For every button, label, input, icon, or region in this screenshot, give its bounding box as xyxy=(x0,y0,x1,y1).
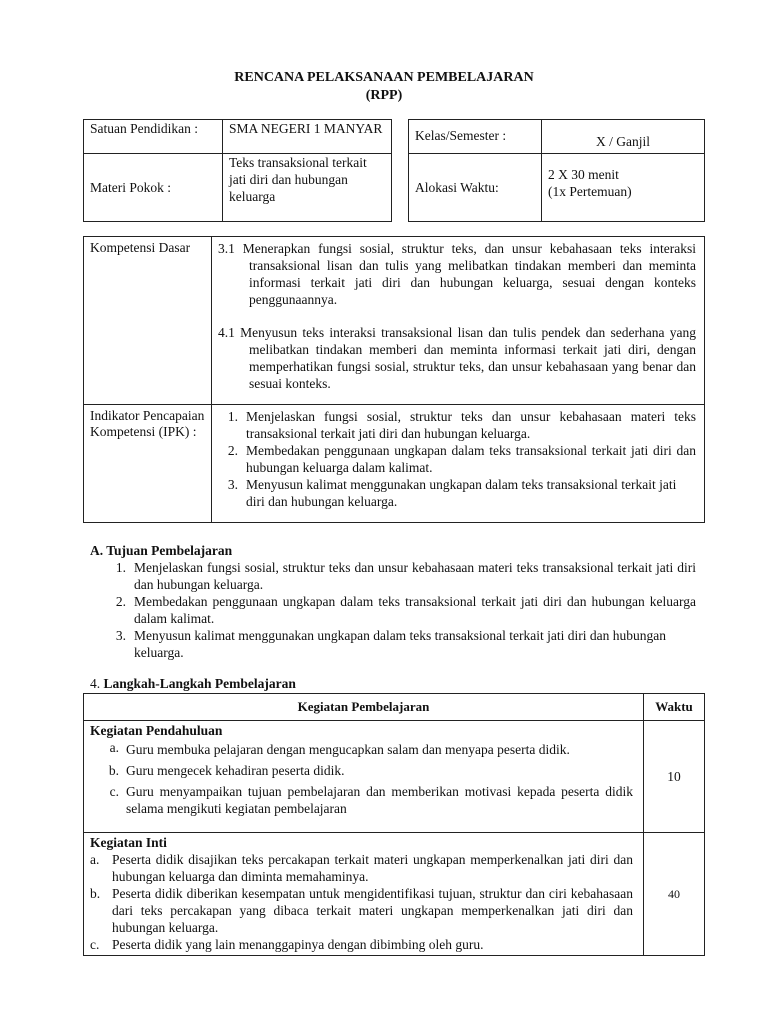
ipk-item: 3. Menyusun kalimat menggunakan ungkapan dalam teks transaksional terkait jati diri dan hubungan keluarga. xyxy=(227,477,677,509)
pendahuluan-cell xyxy=(84,721,644,833)
pendahuluan-item: c. Guru menyampaikan tujuan pembelajaran dan memberikan motivasi kepada peserta didik selama mengikuti kegiatan pembelajaran xyxy=(109,784,633,816)
ipk-label: Indikator Pencapaian Kompetensi (IPK) : xyxy=(84,405,212,523)
ipk-content xyxy=(212,405,705,523)
kd-item: 4.1 Menyusun teks interaksi transaksional lisan dan tulis pendek dan sederhana yang melibatkan tindakan memberi dan meminta informasi terkait jati diri, dengan memperhatikan fungsi sosial, struktur teks, dan unsur kebahasaan yang benar dan sesuai konteks. xyxy=(218,325,696,391)
materi-value: Teks transaksional terkait jati diri dan hubungan keluarga xyxy=(223,154,392,222)
inti-cell xyxy=(84,833,644,956)
identity-table-right xyxy=(408,119,705,222)
tujuan-section xyxy=(90,542,696,661)
ipk-item: 1. Menjelaskan fungsi sosial, struktur teks dan unsur kebahasaan materi teks transaksional terkait jati diri dan hubungan keluarga. xyxy=(227,409,696,441)
tujuan-item: 3. Menyusun kalimat menggunakan ungkapan dalam teks transaksional terkait jati diri dan hubungan keluarga. xyxy=(115,628,666,660)
alokasi-value-line2: (1x Pertemuan) xyxy=(548,184,632,199)
satuan-value: SMA NEGERI 1 MANYAR xyxy=(223,120,392,154)
kd-item: 3.1 Menerapkan fungsi sosial, struktur teks, dan unsur kebahasaan teks interaksi transaksional lisan dan tulis yang melibatkan tindakan memberi dan meminta informasi terkait jati diri dan hubungan keluarga, sesuai dengan konteks penggunaannya. xyxy=(218,241,696,307)
inti-title: Kegiatan Inti xyxy=(90,835,167,850)
alokasi-label: Alokasi Waktu: xyxy=(409,154,542,222)
inti-item: c. Peserta didik yang lain menanggapinya dengan dibimbing oleh guru. xyxy=(90,937,484,952)
pendahuluan-waktu: 10 xyxy=(644,721,705,833)
satuan-label: Satuan Pendidikan : xyxy=(84,120,223,154)
tujuan-heading: A. Tujuan Pembelajaran xyxy=(90,543,233,558)
kd-content xyxy=(212,237,705,405)
pendahuluan-item: b. Guru mengecek kehadiran peserta didik. xyxy=(108,763,345,778)
alokasi-value-line1: 2 X 30 menit xyxy=(548,167,619,182)
langkah-title: Langkah-Langkah Pembelajaran xyxy=(103,676,296,691)
langkah-table xyxy=(83,693,705,956)
identity-table-left xyxy=(83,119,392,222)
inti-waktu: 40 xyxy=(644,833,705,956)
inti-item: b. Peserta didik diberikan kesempatan untuk mengidentifikasi tujuan, struktur dan ciri kebahasaan dari teks percakapan yang dibaca terkait materi ungkapan memperkenalkan jati diri dan hubungan keluarga. xyxy=(90,886,633,935)
langkah-heading xyxy=(90,676,296,692)
pendahuluan-title: Kegiatan Pendahuluan xyxy=(90,723,223,738)
tujuan-item: 2. Membedakan penggunaan ungkapan dalam teks transaksional terkait jati diri dan hubungan keluarga dalam kalimat. xyxy=(115,594,696,626)
col-header-kegiatan: Kegiatan Pembelajaran xyxy=(84,694,644,721)
document-subtitle: (RPP) xyxy=(365,88,403,103)
pendahuluan-item: a. Guru membuka pelajaran dengan mengucapkan salam dan menyapa peserta didik. xyxy=(109,740,570,757)
kelas-label: Kelas/Semester : xyxy=(409,120,542,154)
kd-label: Kompetensi Dasar xyxy=(84,237,212,405)
col-header-waktu: Waktu xyxy=(644,694,705,721)
langkah-number: 4. xyxy=(90,676,101,691)
inti-item: a. Peserta didik disajikan teks percakapan terkait materi ungkapan memperkenalkan jati diri dan hubungan keluarga dan diminta memahaminya. xyxy=(90,852,633,884)
ipk-item: 2. Membedakan penggunaan ungkapan dalam teks transaksional terkait jati diri dan hubungan keluarga dalam kalimat. xyxy=(227,443,696,475)
kelas-value: X / Ganjil xyxy=(542,120,705,154)
materi-label: Materi Pokok : xyxy=(84,154,223,222)
kompetensi-table xyxy=(83,236,705,523)
tujuan-item: 1. Menjelaskan fungsi sosial, struktur teks dan unsur kebahasaan materi teks transaksional terkait jati diri dan hubungan keluarga. xyxy=(115,560,696,592)
alokasi-value xyxy=(542,154,705,222)
document-title: RENCANA PELAKSANAAN PEMBELAJARAN xyxy=(234,70,534,85)
